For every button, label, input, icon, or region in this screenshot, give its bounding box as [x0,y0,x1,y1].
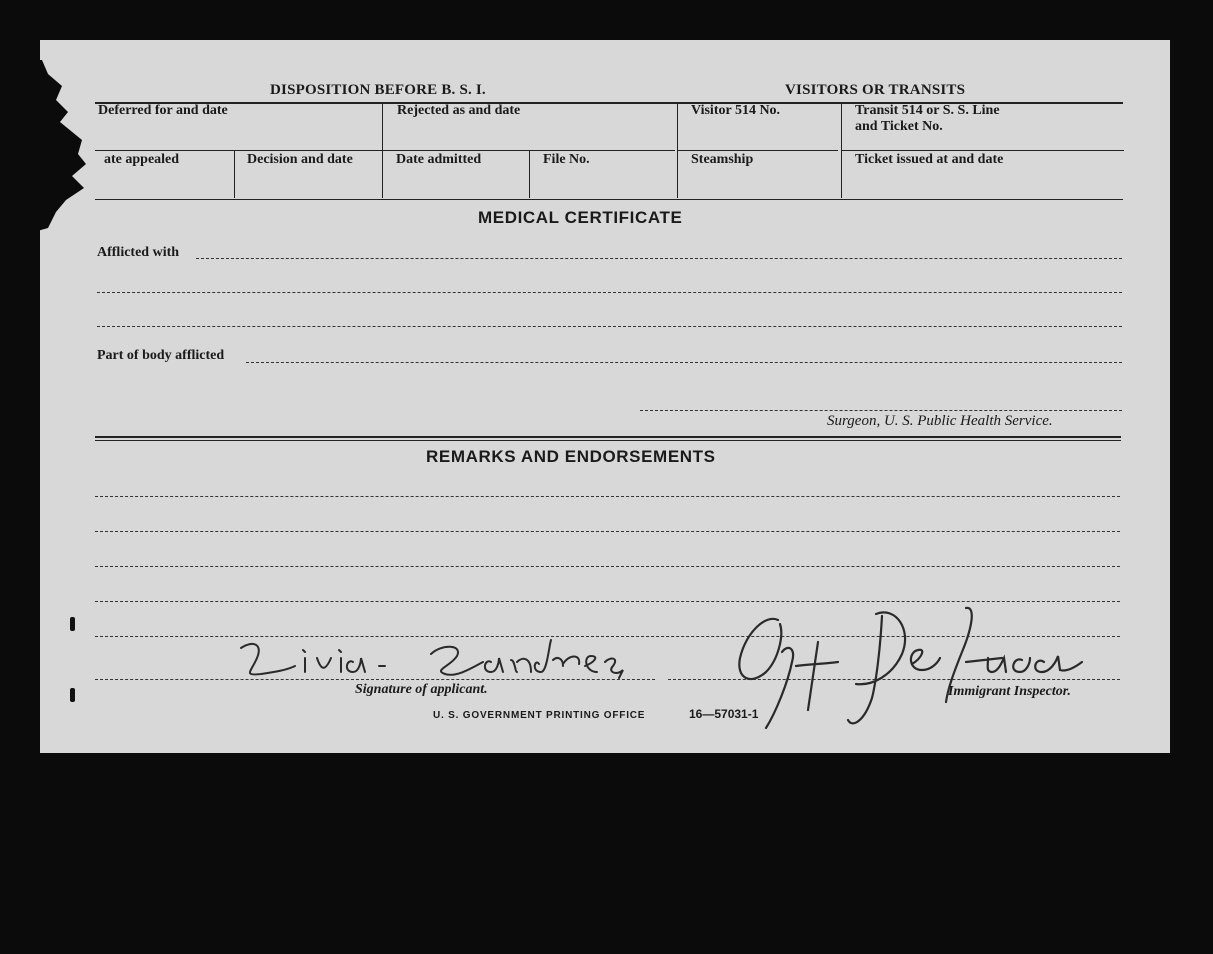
grid-bottom-line [95,199,1123,200]
medical-certificate-title: MEDICAL CERTIFICATE [478,208,683,227]
afflicted-line-2 [97,292,1122,293]
applicant-signature-label: Signature of applicant. [355,682,488,697]
visitor-514-label: Visitor 514 No. [691,103,781,118]
grid-divider-2 [677,102,678,198]
disposition-header: DISPOSITION BEFORE B. S. I. [270,82,486,98]
printer-credit: U. S. GOVERNMENT PRINTING OFFICE [433,710,646,721]
file-no-label: File No. [543,152,590,167]
date-admitted-label: Date admitted [396,152,482,167]
afflicted-with-label: Afflicted with [97,245,180,260]
grid-mid-line-transit [842,150,1124,151]
afflicted-with-line [196,258,1122,259]
date-appealed-label: ate appealed [104,152,180,167]
remarks-line-2 [95,531,1120,532]
transit-label-line1: Transit 514 or S. S. Line [855,103,1000,118]
form-number: 16—57031-1 [689,707,759,721]
inspector-signature-label: Immigrant Inspector. [948,684,1071,699]
torn-edge [40,60,108,250]
surgeon-label: Surgeon, U. S. Public Health Service. [827,413,1053,429]
edge-mark [70,617,75,631]
edge-mark [70,688,75,702]
immigration-form-card [40,40,1170,753]
visitors-header: VISITORS OR TRANSITS [785,82,966,98]
grid-mid-line-visitor [678,150,838,151]
remarks-line-1 [95,496,1120,497]
afflicted-line-3 [97,326,1122,327]
part-of-body-label: Part of body afflicted [97,348,225,363]
remarks-line-3 [95,566,1120,567]
inspector-handwritten-signature [726,602,1096,742]
surgeon-signature-line [640,410,1122,411]
rejected-label: Rejected as and date [397,103,521,118]
grid-divider-1 [382,102,383,198]
transit-label-line2: and Ticket No. [855,119,943,134]
part-of-body-line [246,362,1122,363]
decision-label: Decision and date [247,152,353,167]
grid-divider-3 [841,102,842,198]
applicant-handwritten-signature [235,636,675,686]
remarks-title: REMARKS AND ENDORSEMENTS [426,447,716,466]
grid-divider-5 [529,150,530,198]
grid-mid-line-left [95,150,675,151]
ticket-issued-label: Ticket issued at and date [855,152,1004,167]
steamship-label: Steamship [691,152,754,167]
deferred-label: Deferred for and date [98,103,228,118]
section-divider-bottom [95,440,1121,441]
section-divider-top [95,436,1121,438]
grid-divider-4 [234,150,235,198]
